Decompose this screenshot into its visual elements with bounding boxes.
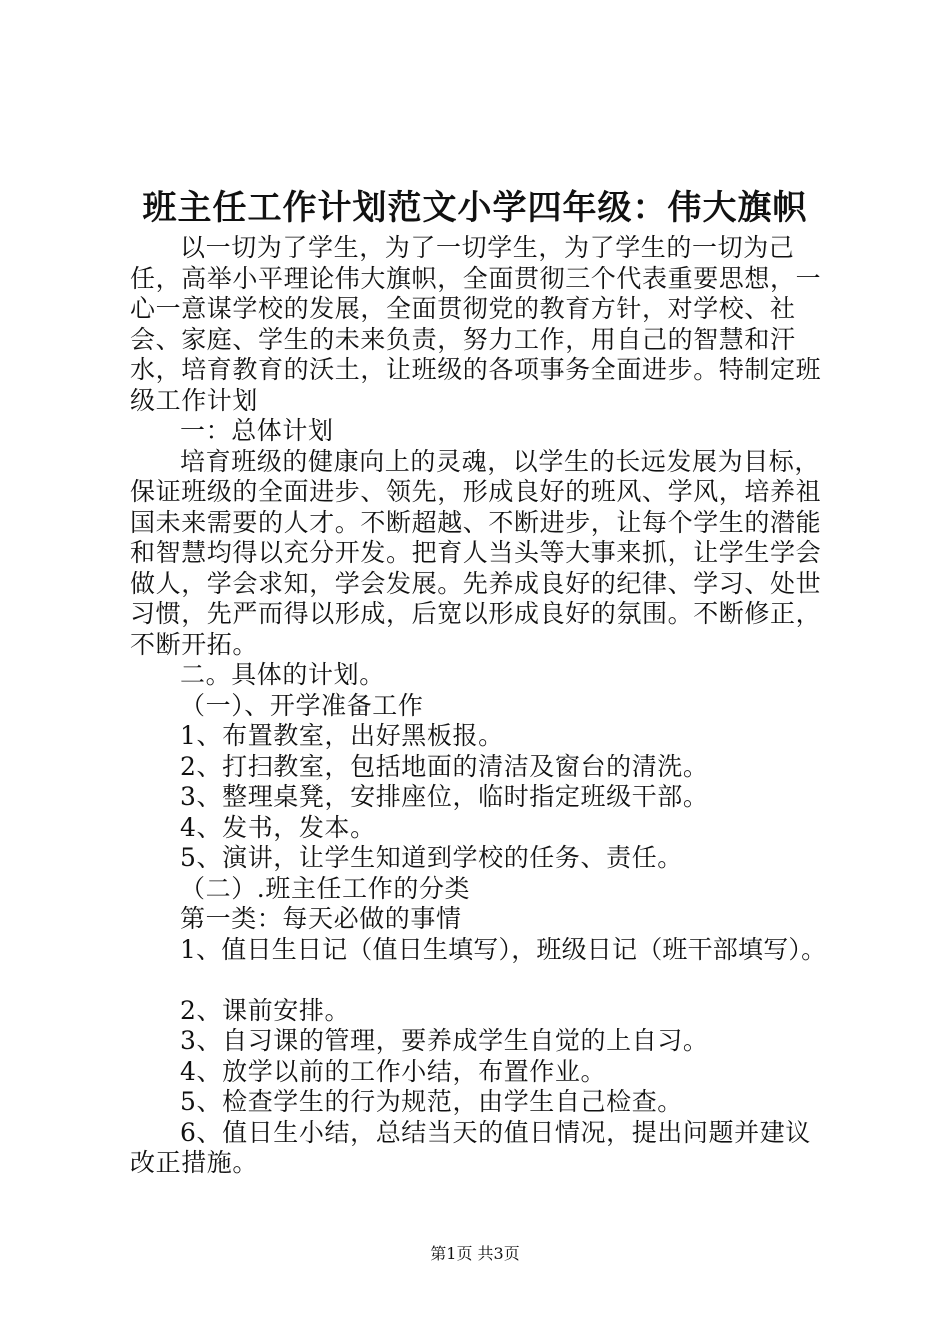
intro-paragraph: 以一切为了学生，为了一切学生，为了学生的一切为己任，高举小平理论伟大旗帜，全面贯彻三个代表重要思想，一心一意谋学校的发展，全面贯彻党的教育方针，对学校、社会、家庭、学生的未来负责，努力工作，用自己的智慧和汗水，培育教育的沃土，让班级的各项事务全面进步。特制定班级工作计划	[130, 233, 822, 415]
section-heading-overall-plan: 一：总体计划	[180, 416, 334, 445]
list-item: 3、整理桌凳，安排座位，临时指定班级干部。	[180, 782, 709, 811]
document-title: 班主任工作计划范文小学四年级：伟大旗帜	[142, 188, 808, 228]
overall-plan-paragraph: 培育班级的健康向上的灵魂，以学生的长远发展为目标，保证班级的全面进步、领先，形成良好的班风、学风，培养祖国未来需要的人才。不断超越、不断进步，让每个学生的潜能和智慧均得以充分开发。把育人当头等大事来抓，让学生学会做人，学会求知，学会发展。先养成良好的纪律、学习、处世习惯，先严而得以形成，后宽以形成良好的氛围。不断修正，不断开拓。	[130, 446, 822, 659]
subsection-heading-classification: （二）.班主任工作的分类	[180, 873, 471, 903]
list-item: 4、放学以前的工作小结，布置作业。	[180, 1056, 607, 1086]
list-item: 3、自习课的管理，要养成学生自觉的上自习。	[180, 1026, 709, 1055]
blank-line	[130, 965, 830, 996]
list-item: 1、值日生日记（值日生填写），班级日记（班干部填写）。	[180, 934, 827, 964]
document-body	[130, 233, 830, 1179]
section-heading-specific-plan: 二。具体的计划。	[180, 660, 385, 689]
list-item: 4、发书，发本。	[180, 812, 376, 842]
page-number-footer: 第1页 共3页	[430, 1244, 520, 1263]
subsection-heading-preparation: （一）、开学准备工作	[180, 690, 424, 720]
list-item: 1、布置教室，出好黑板报。	[180, 721, 504, 750]
list-item: 2、课前安排。	[180, 995, 351, 1025]
list-item: 6、值日生小结，总结当天的值日情况，提出问题并建议改正措施。	[130, 1117, 811, 1177]
list-item: 5、检查学生的行为规范，由学生自己检查。	[180, 1087, 683, 1116]
list-item: 5、演讲，让学生知道到学校的任务、责任。	[180, 843, 683, 872]
list-item: 2、打扫教室，包括地面的清洁及窗台的清洗。	[180, 751, 709, 781]
category-heading-daily: 第一类：每天必做的事情	[180, 904, 462, 933]
